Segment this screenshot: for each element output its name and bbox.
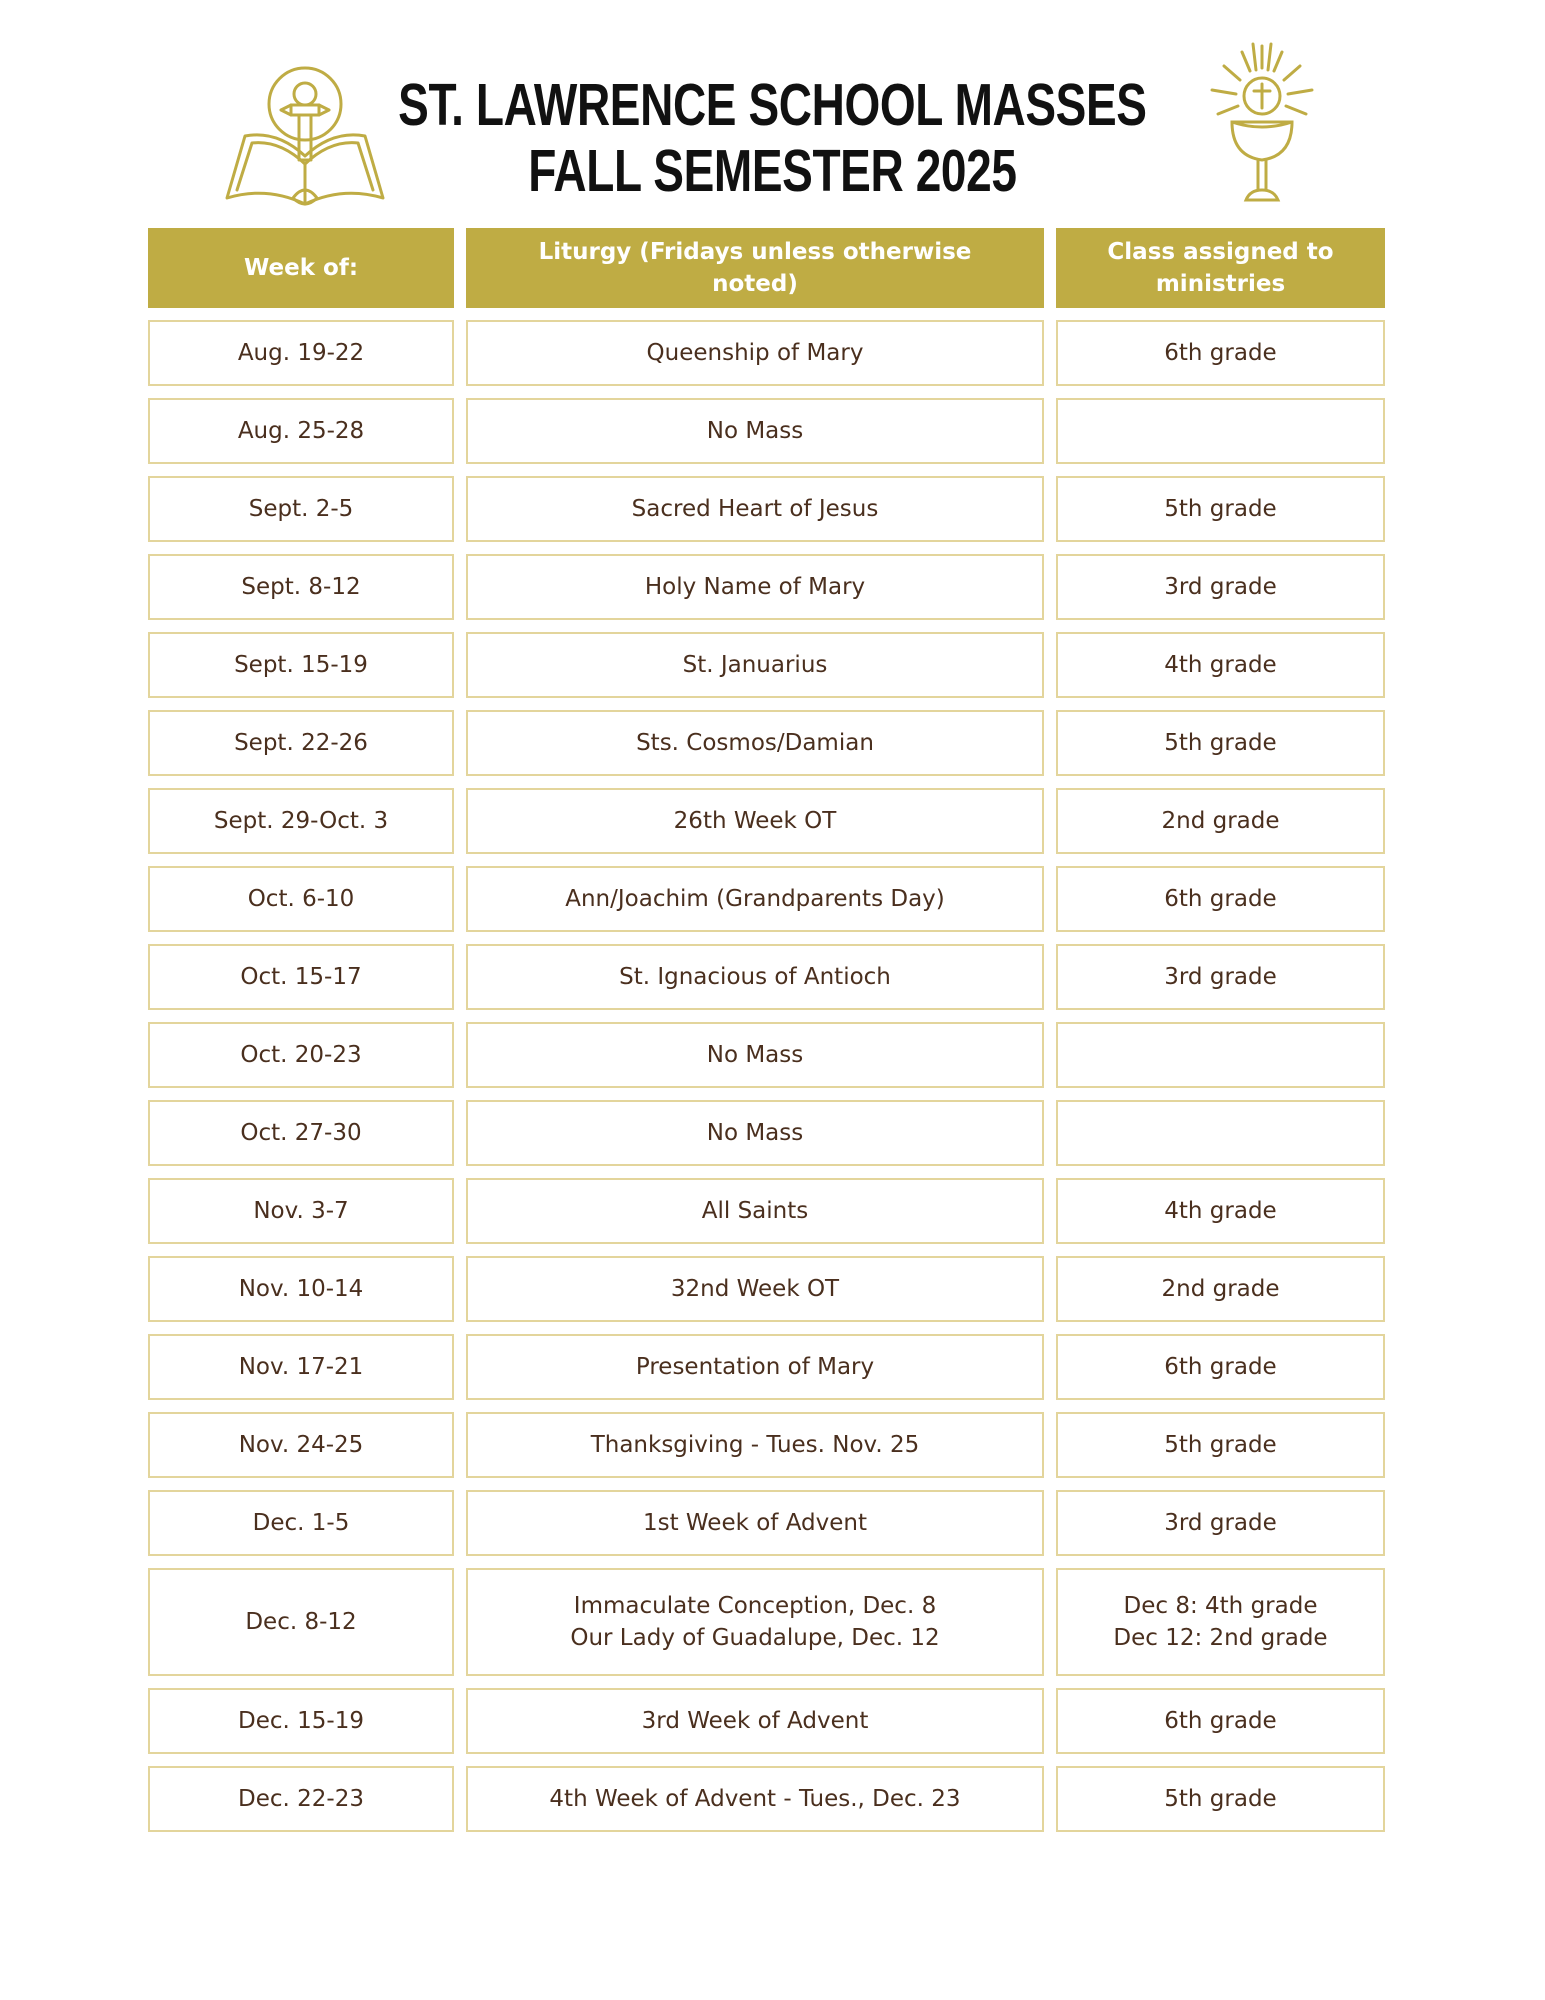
cell-liturgy: No Mass (466, 1100, 1044, 1166)
cell-liturgy: Queenship of Mary (466, 320, 1044, 386)
cell-class: 5th grade (1056, 710, 1385, 776)
cell-liturgy: 4th Week of Advent - Tues., Dec. 23 (466, 1766, 1044, 1832)
title-line-2: FALL SEMESTER 2025 (528, 138, 1017, 204)
cell-class: 5th grade (1056, 476, 1385, 542)
cell-class: 5th grade (1056, 1412, 1385, 1478)
cell-week: Aug. 19-22 (148, 320, 454, 386)
cell-week: Nov. 3-7 (148, 1178, 454, 1244)
cell-class: 6th grade (1056, 866, 1385, 932)
cell-liturgy: Sacred Heart of Jesus (466, 476, 1044, 542)
cell-liturgy: Thanksgiving - Tues. Nov. 25 (466, 1412, 1044, 1478)
cell-liturgy: 32nd Week OT (466, 1256, 1044, 1322)
cell-class: 6th grade (1056, 320, 1385, 386)
cell-liturgy: No Mass (466, 398, 1044, 464)
cell-week: Sept. 2-5 (148, 476, 454, 542)
cell-week: Dec. 22-23 (148, 1766, 454, 1832)
cell-liturgy: Immaculate Conception, Dec. 8 Our Lady of Guadalupe, Dec. 12 (466, 1568, 1044, 1676)
cell-class: 6th grade (1056, 1334, 1385, 1400)
header-liturgy: Liturgy (Fridays unless otherwise noted) (466, 228, 1044, 308)
cell-liturgy: 26th Week OT (466, 788, 1044, 854)
cell-liturgy: No Mass (466, 1022, 1044, 1088)
cell-liturgy: 3rd Week of Advent (466, 1688, 1044, 1754)
cell-liturgy: Sts. Cosmos/Damian (466, 710, 1044, 776)
cell-week: Oct. 6-10 (148, 866, 454, 932)
cell-week: Oct. 27-30 (148, 1100, 454, 1166)
cell-week: Dec. 1-5 (148, 1490, 454, 1556)
cell-week: Nov. 10-14 (148, 1256, 454, 1322)
header-class: Class assigned to ministries (1056, 228, 1385, 308)
cell-class: 4th grade (1056, 1178, 1385, 1244)
cell-class: 3rd grade (1056, 554, 1385, 620)
cell-week: Dec. 8-12 (148, 1568, 454, 1676)
cell-week: Nov. 17-21 (148, 1334, 454, 1400)
cell-liturgy: St. Ignacious of Antioch (466, 944, 1044, 1010)
cell-class: Dec 8: 4th grade Dec 12: 2nd grade (1056, 1568, 1385, 1676)
cell-week: Dec. 15-19 (148, 1688, 454, 1754)
cell-liturgy: St. Januarius (466, 632, 1044, 698)
cell-class (1056, 398, 1385, 464)
cell-week: Oct. 15-17 (148, 944, 454, 1010)
cell-liturgy: Presentation of Mary (466, 1334, 1044, 1400)
cell-class: 4th grade (1056, 632, 1385, 698)
chalice-host-icon (1198, 40, 1328, 210)
cell-liturgy: Holy Name of Mary (466, 554, 1044, 620)
cell-class: 3rd grade (1056, 944, 1385, 1010)
cell-week: Sept. 29-Oct. 3 (148, 788, 454, 854)
cell-class (1056, 1100, 1385, 1166)
cell-class (1056, 1022, 1385, 1088)
cell-week: Sept. 22-26 (148, 710, 454, 776)
cell-class: 6th grade (1056, 1688, 1385, 1754)
title-line-1: ST. LAWRENCE SCHOOL MASSES (398, 72, 1147, 138)
cell-class: 5th grade (1056, 1766, 1385, 1832)
cell-liturgy: 1st Week of Advent (466, 1490, 1044, 1556)
header-week: Week of: (148, 228, 454, 308)
cell-week: Aug. 25-28 (148, 398, 454, 464)
cell-liturgy: All Saints (466, 1178, 1044, 1244)
cell-class: 2nd grade (1056, 1256, 1385, 1322)
cell-week: Nov. 24-25 (148, 1412, 454, 1478)
cell-week: Sept. 15-19 (148, 632, 454, 698)
cell-class: 2nd grade (1056, 788, 1385, 854)
cell-class: 3rd grade (1056, 1490, 1385, 1556)
bible-icon (225, 64, 385, 210)
cell-liturgy: Ann/Joachim (Grandparents Day) (466, 866, 1044, 932)
cell-week: Sept. 8-12 (148, 554, 454, 620)
cell-week: Oct. 20-23 (148, 1022, 454, 1088)
